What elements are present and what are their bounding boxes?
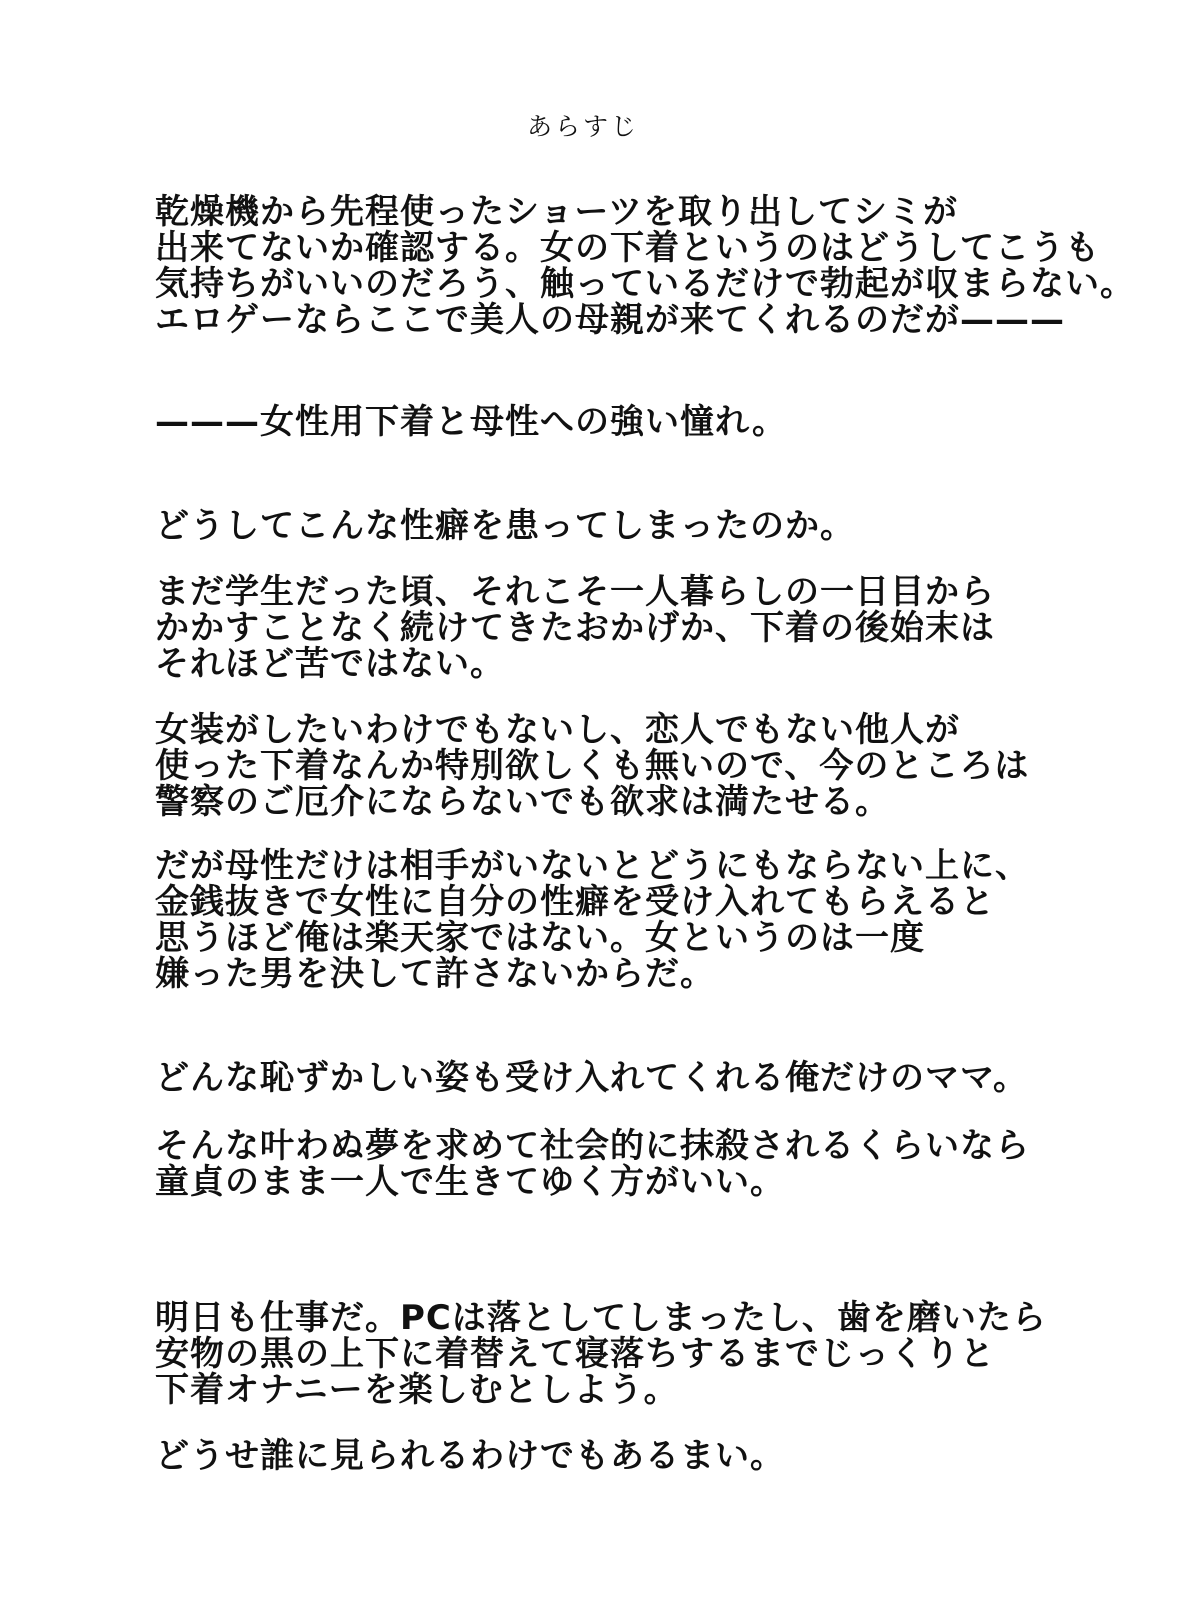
text-line: どんな恥ずかしい姿も受け入れてくれる俺だけのママ。: [155, 1058, 1028, 1098]
text-line: それほど苦ではない。: [155, 644, 505, 684]
text-line: 警察のご厄介にならないでも欲求は満たせる。: [155, 782, 890, 822]
text-line: 気持ちがいいのだろう、触っているだけで勃起が収まらない。: [155, 264, 1135, 304]
paragraph-10: [155, 1438, 1155, 1474]
text-line: 童貞のまま一人で生きてゆく方がいい。: [155, 1162, 785, 1202]
text-line: 下着オナニーを楽しむとしよう。: [155, 1370, 679, 1410]
paragraph-8: [155, 1128, 1155, 1200]
text-line: 思うほど俺は楽天家ではない。女というのは一度: [155, 918, 925, 958]
paragraph-3: [155, 508, 1155, 544]
text-line: 女装がしたいわけでもないし、恋人でもない他人が: [155, 710, 960, 750]
text-line: まだ学生だった頃、それこそ一人暮らしの一日目から: [155, 572, 995, 612]
text-line: 使った下着なんか特別欲しくも無いので、今のところは: [155, 746, 1030, 786]
paragraph-1: [155, 194, 1155, 338]
text-line: エロゲーならここで美人の母親が来てくれるのだが———: [155, 300, 1065, 340]
text-line: だが母性だけは相手がいないとどうにもならない上に、: [155, 846, 1030, 886]
paragraph-6: [155, 848, 1155, 992]
page-title: あらすじ: [526, 112, 639, 141]
paragraph-2: [155, 404, 1155, 440]
text-line: どうせ誰に見られるわけでもあるまい。: [155, 1436, 785, 1476]
paragraph-5: [155, 712, 1155, 820]
text-line: 嫌った男を決して許さないからだ。: [155, 954, 715, 994]
paragraph-4: [155, 574, 1155, 682]
text-line: 金銭抜きで女性に自分の性癖を受け入れてもらえると: [155, 882, 995, 922]
text-line: 乾燥機から先程使ったショーツを取り出してシミが: [155, 192, 958, 232]
text-line: 出来てないか確認する。女の下着というのはどうしてこうも: [155, 228, 1100, 268]
text-line: 安物の黒の上下に着替えて寝落ちするまでじっくりと: [155, 1334, 995, 1374]
text-line: どうしてこんな性癖を患ってしまったのか。: [155, 506, 855, 546]
paragraph-7: [155, 1060, 1155, 1096]
text-line: そんな叶わぬ夢を求めて社会的に抹殺されるくらいなら: [155, 1126, 1030, 1166]
text-line: かかすことなく続けてきたおかげか、下着の後始末は: [155, 608, 995, 648]
text-line: ———女性用下着と母性への強い憧れ。: [155, 402, 788, 442]
paragraph-9: [155, 1300, 1155, 1408]
text-line: 明日も仕事だ。PCは落としてしまったし、歯を磨いたら: [155, 1298, 1047, 1338]
